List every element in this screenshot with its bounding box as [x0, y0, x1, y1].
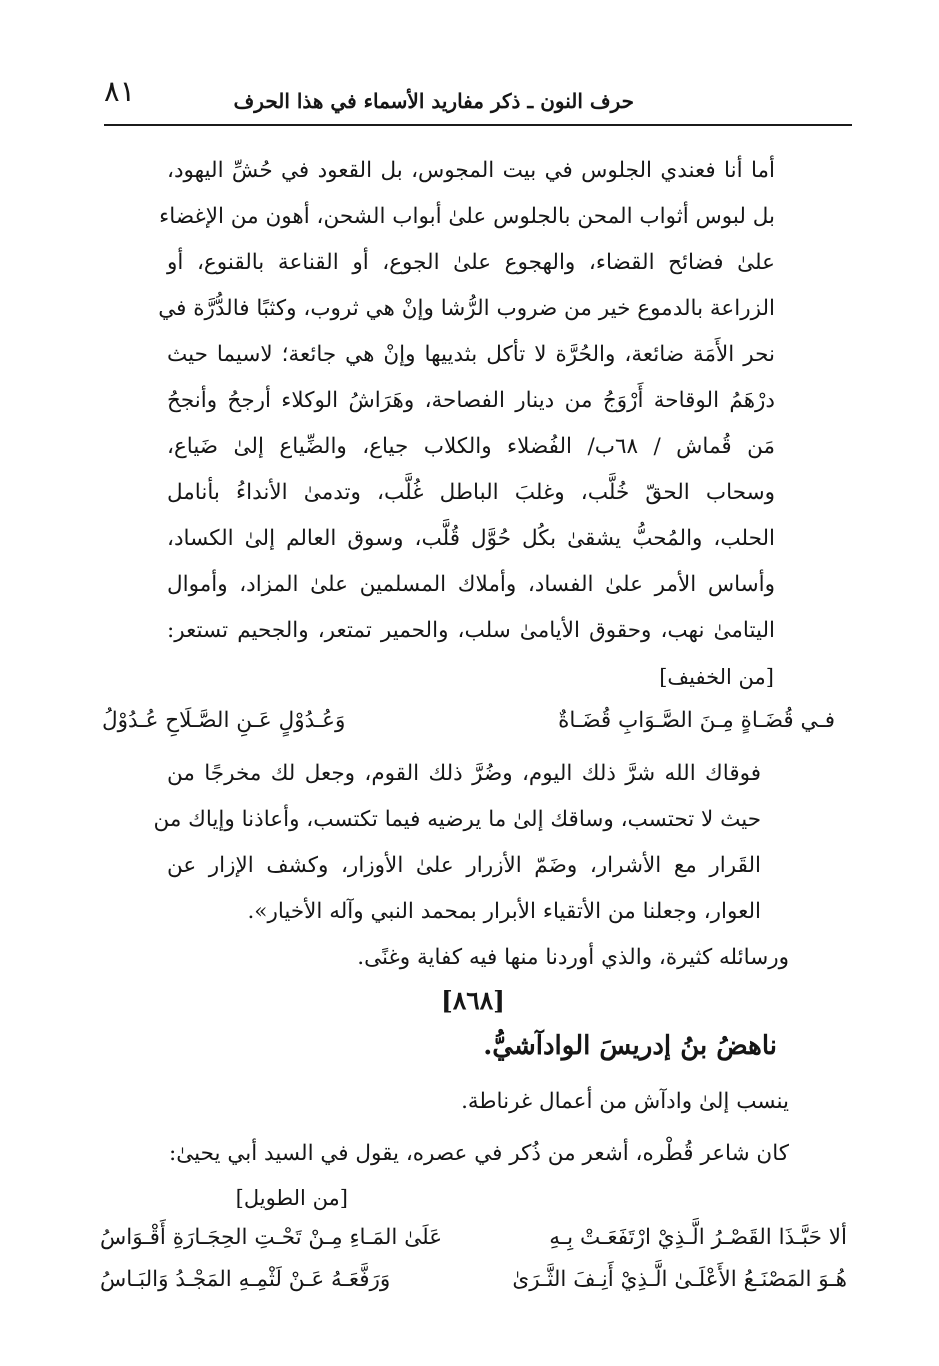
- paragraph-line: أما أنا فعندي الجلوس في بيت المجوس، بل القعود في حُشِّ اليهود،: [167, 158, 775, 183]
- paragraph-line: وأساس الأمر علىٰ الفساد، وأملاك المسلمين علىٰ المزاد، وأموال: [167, 572, 775, 597]
- meter-label: [من الخفيف]: [659, 665, 774, 689]
- verse-right-hemistich: هُـوَ المَصْنَـعُ الأَعْلَـىٰ الَّـذِيْ أَنِـفَ الثَّـرَىٰ: [512, 1267, 847, 1292]
- paragraph-line: بل لبوس أثواب المحن بالجلوس علىٰ أبواب الشحن، أهون من الإغضاء: [159, 204, 775, 229]
- paragraph-line: اليتامىٰ نهب، وحقوق الأيامىٰ سلب، والحمير تمتعر، والجحيم تستعر:: [167, 618, 775, 643]
- paragraph-line: العوار، وجعلنا من الأتقياء الأبرار بمحمد النبي وآله الأخيار».: [247, 899, 761, 924]
- verse-left-hemistich: وَعُـدُوْلٍ عَـنِ الصَّـلَاحِ عُـدُوْلُ: [102, 708, 346, 733]
- page-number: ٨١: [104, 74, 136, 108]
- paragraph-line: علىٰ فضائح القضاء، والهجوع علىٰ الجوع، أو القناعة بالقنوع، أو: [167, 250, 775, 275]
- verse-right-hemistich: ألا حَبَّـذَا القَصْـرُ الَّـذِيْ ارْتَفَعَـتْ بِـهِ: [549, 1225, 847, 1250]
- entry-origin: ينسب إلىٰ وادآش من أعمال غرناطة.: [461, 1089, 789, 1114]
- paragraph-line: حيث لا تحتسب، وساقك إلىٰ ما يرضيه فيما تكتسب، وأعاذنا وإياك من: [153, 807, 761, 832]
- meter-label: [من الطويل]: [235, 1186, 348, 1210]
- entry-title: ناهضُ بنُ إدريسَ الوادآشيُّ.: [483, 1031, 777, 1061]
- entry-intro: كان شاعر قُطْره، أشعر من ذُكر في عصره، يقول في السيد أبي يحيىٰ:: [169, 1141, 789, 1166]
- header-rule: [104, 124, 852, 126]
- paragraph-line: درْهَمُ الوقاحة أَرْوَجُ من دينار الفصاحة، وهَرَاشُ الوكلاء أرجحُ وأنجحُ: [167, 388, 775, 413]
- closing-line: ورسائله كثيرة، والذي أوردنا منها فيه كفاية وغنًى.: [357, 945, 789, 970]
- verse-left-hemistich: عَلَىٰ المَـاءِ مِـنْ تَحْـتِ الحِجَـارَةِ أَقْـوَاسُ: [100, 1225, 443, 1250]
- verse-right-hemistich: فـي قُضَـاةٍ مِـنَ الصَّـوَابِ قُضَـاةٌ: [558, 708, 835, 733]
- paragraph-line: وسحاب الحقّ خُلَّب، وغلبَ الباطل غُلَّب، وتدمىٰ الأنداءُ بأنامل: [167, 480, 775, 505]
- paragraph-line: الحلب، والمُحبُّ يشقىٰ بكُل حُوَّل قُلَّب، وسوق العالم إلىٰ الكساد،: [167, 526, 775, 551]
- entry-number: [٨٦٨]: [441, 986, 505, 1015]
- paragraph-line: مَن قُماش / ٦٨ب/ الفُضلاء والكلاب جياع، والضِّياع إلىٰ ضَياع،: [167, 434, 775, 459]
- verse-left-hemistich: وَرَفَّعَـهُ عَـنْ لَثْمِـهِ المَجْـدُ وَالبَـاسُ: [100, 1267, 391, 1292]
- paragraph-line: القَرار مع الأشرار، وضَمّ الأزرار علىٰ الأوزار، وكشف الإزار عن: [167, 853, 761, 878]
- paragraph-line: نحر الأَمَة ضائعة، والحُرَّة لا تأكل بثدييها وإنْ هي جائعة؛ لاسيما حيث: [167, 342, 775, 367]
- paragraph-line: الزراعة بالدموع خير من ضروب الرُّشا وإنْ هي ثروب، وكثبًا فالدُّرَّة في: [158, 296, 775, 321]
- running-header: حرف النون ـ ذكر مفاريد الأسماء في هذا الحرف: [233, 89, 634, 113]
- paragraph-line: فوقاك الله شرَّ ذلك اليوم، وضُرَّ ذلك القوم، وجعل لك مخرجًا من: [167, 761, 761, 786]
